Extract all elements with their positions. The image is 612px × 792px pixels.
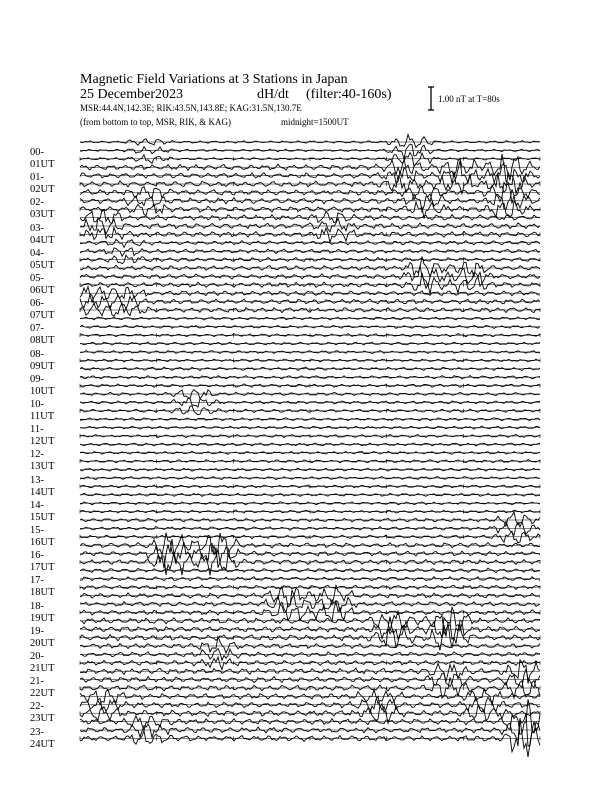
- trace-line: [80, 418, 540, 421]
- trace-line: [80, 248, 540, 256]
- hour-label: 01-02UT: [30, 172, 55, 196]
- stations-info: MSR:44.4N,142.3E; RIK:43.5N,143.8E; KAG:31.5N,130.7E: [80, 103, 302, 113]
- hour-label: 18-19UT: [30, 600, 55, 624]
- hour-label: 16-17UT: [30, 550, 55, 574]
- trace-line: [80, 342, 540, 345]
- trace-line: [80, 239, 540, 247]
- hour-label: 14-15UT: [30, 499, 55, 523]
- hour-label: 07-08UT: [30, 323, 55, 347]
- hour-label: 03-04UT: [30, 222, 55, 246]
- trace-line: [80, 135, 540, 148]
- component-label: dH/dt: [257, 87, 289, 102]
- hour-label: 21-22UT: [30, 676, 55, 700]
- hour-label: 15-16UT: [30, 525, 55, 548]
- hour-label: 11-12UT: [30, 424, 55, 448]
- hour-label: 23-24UT: [30, 726, 55, 750]
- chart-date: 25 December2023: [80, 87, 184, 102]
- trace-rows: [80, 135, 540, 758]
- hour-label: 13-14UT: [30, 474, 55, 498]
- scale-label: 1.00 nT at T=80s: [438, 94, 500, 104]
- hour-label: 12-13UT: [30, 449, 55, 473]
- trace-order-note: (from bottom to top, MSR, RIK, & KAG): [80, 117, 232, 127]
- hour-label: 04-05UT: [30, 247, 55, 271]
- chart-title: Magnetic Field Variations at 3 Stations in Japan: [80, 72, 348, 87]
- hour-label: 10-11UT: [30, 399, 55, 422]
- trace-line: [80, 512, 540, 526]
- trace-line: [80, 493, 540, 496]
- hour-label: 00-01UT: [30, 147, 55, 170]
- hour-label: 05-06UT: [30, 273, 55, 296]
- hour-label: 06-07UT: [30, 298, 55, 322]
- hour-label: 09-10UT: [30, 373, 55, 397]
- midnight-note: midnight=1500UT: [281, 117, 349, 127]
- hour-label: 08-09UT: [30, 348, 55, 372]
- trace-line: [80, 210, 540, 224]
- filter-label: (filter:40-160s): [306, 87, 392, 102]
- hour-label: 20-21UT: [30, 651, 55, 674]
- hour-label: 02-03UT: [30, 197, 55, 221]
- hour-label: 19-20UT: [30, 625, 55, 649]
- hour-label: 17-18UT: [30, 575, 55, 599]
- trace-line: [80, 325, 540, 328]
- hour-label: 22-23UT: [30, 701, 55, 725]
- trace-line: [80, 144, 540, 159]
- scale-bar: [428, 87, 434, 110]
- trace-line: [80, 443, 540, 446]
- trace-line: [80, 568, 540, 573]
